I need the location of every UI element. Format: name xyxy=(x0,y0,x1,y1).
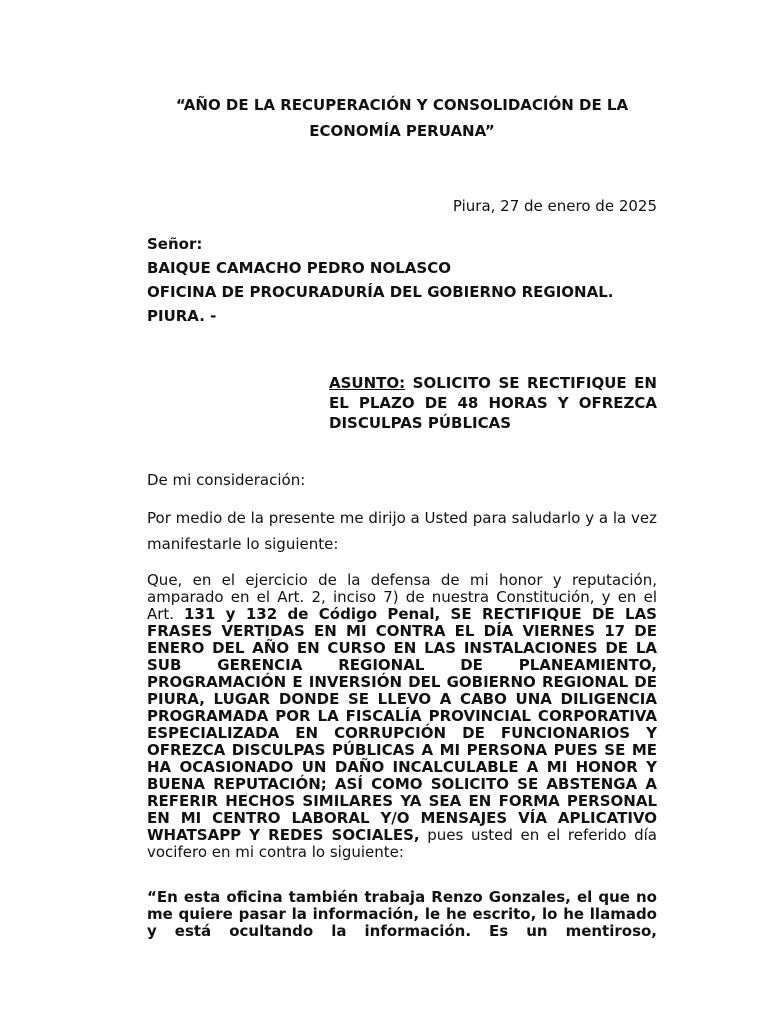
subject-label: ASUNTO: xyxy=(329,374,406,392)
addressee-name: BAIQUE CAMACHO PEDRO NOLASCO xyxy=(147,259,451,277)
greeting: De mi consideración: xyxy=(147,471,306,489)
document-title: “AÑO DE LA RECUPERACIÓN Y CONSOLIDACIÓN DE LA ECONOMÍA PERUANA” xyxy=(175,96,629,140)
body-text-bold: 131 y 132 de Código Penal, SE RECTIFIQUE DE LAS FRASES VERTIDAS EN MI CONTRA EL DÍA VIERNES 17 DE ENERO DEL AÑO EN CURSO EN LAS INSTALACIONES DE LA SUB GERENCIA REGIONAL DE PLANEAMIENTO, PROGRAMACIÓN E INVERSIÓN DEL GOBIERNO REGIONAL DE PIURA, LUGAR DONDE SE LLEVO A CABO UNA DILIGENCIA PROGRAMADA POR LA FISCALÍA PROVINCIAL CORPORATIVA ESPECIALIZADA EN CORRUPCIÓN DE FUNCIONARIOS Y OFREZCA DISCULPAS PÚBLICAS A MI PERSONA PUES SE ME HA OCASIONADO UN DAÑO INCALCULABLE A MI HONOR Y BUENA REPUTACIÓN; ASÍ COMO SOLICITO SE ABSTENGA A REFERIR HECHOS SIMILARES YA SEA EN FORMA PERSONAL EN MI CENTRO LABORAL Y/O MENSAJES VÍA APLICATIVO WHATSAPP Y REDES SOCIALES, xyxy=(147,605,657,844)
quote-paragraph: “En esta oficina también trabaja Renzo Gonzales, el que no me quiere pasar la información, le he escrito, lo he llamado y está ocultando la información. Es un mentiroso, xyxy=(147,888,657,940)
body-text-regular: Que, en el ejercicio de la defensa de mi honor y reputación, amparado en el Art. 2, inciso 7) de nuestra Constitución, y en el Art. xyxy=(147,571,657,623)
addressee-salutation: Señor: xyxy=(147,235,203,253)
addressee-block xyxy=(147,232,613,328)
letter-date: Piura, 27 de enero de 2025 xyxy=(452,197,657,215)
addressee-city: PIURA. - xyxy=(147,307,217,325)
subject-block xyxy=(329,373,657,433)
subject-text: SOLICITO SE RECTIFIQUE EN EL PLAZO DE 48 HORAS Y OFREZCA DISCULPAS PÚBLICAS xyxy=(329,374,657,432)
addressee-office: OFICINA DE PROCURADURÍA DEL GOBIERNO REGIONAL. xyxy=(147,283,614,301)
body-paragraph xyxy=(147,572,657,861)
intro-paragraph: Por medio de la presente me dirijo a Usted para saludarlo y a la vez manifestarle lo siguiente: xyxy=(147,509,657,553)
body-text-closing: pues usted en el referido día vocifero en mi contra lo siguiente: xyxy=(147,826,657,861)
